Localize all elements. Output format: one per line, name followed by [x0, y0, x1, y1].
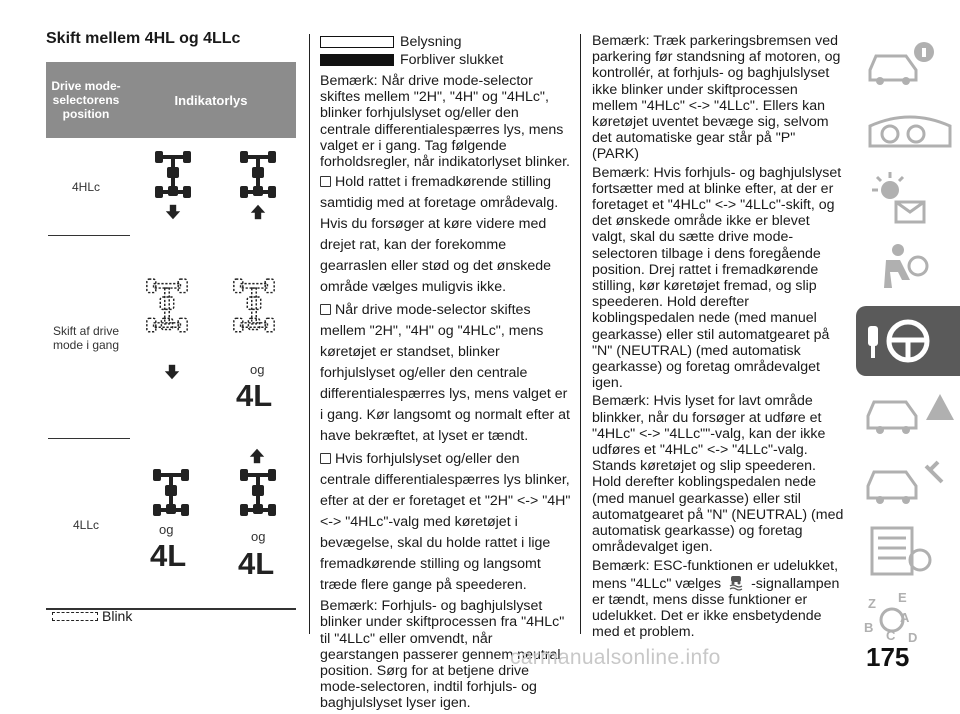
note-paragraph: Bemærk: Forhjuls- og baghjulslyset blinker under skiftprocessen fra "4HLc" til "4LLc" eller omvendt, når gearstangen passerer gennem neutral position. Sørg for at betjene drive mode-selectoren, indtil forhjuls- og baghjulslyset lyser igen. — [320, 598, 565, 712]
bullet-icon — [320, 453, 331, 464]
header-position: Drive mode-selectorens position — [51, 79, 121, 121]
tab-lights[interactable] — [856, 166, 960, 236]
legend-off — [320, 51, 572, 69]
note-paragraph: Bemærk: Træk parkeringsbremsen ved parkering før standsning af motoren, og kontrollér, at forhjuls- og baghjulslyset ikke blinker under skiftprocessen mellem "4HLc" <-> "4LLc". Ellers kan køretøjet uventet bevæge sig, selvom det automatiske gear står på "P" (PARK) — [592, 33, 841, 163]
svg-text:D: D — [908, 630, 918, 645]
og-label: og — [251, 529, 266, 544]
tab-service[interactable] — [856, 446, 960, 516]
specs-list-icon — [856, 516, 960, 586]
blink-label: Blink — [102, 608, 133, 624]
svg-text:A: A — [900, 610, 910, 625]
low-range-4l-icon: 4L — [238, 546, 275, 581]
lights-mail-icon — [856, 166, 960, 236]
note-paragraph: Bemærk: Hvis lyset for lavt område blinkker, når du forsøger at udføre et "4HLc" <-> "4LLc""-valg, kan der ikke udføres et "4HLc" <-> "4LLc"-valg. Stands køretøjet og slip speederen. Hold derefter koblingspedalen nede (med manuel gearkasse) eller stil automatgearet på "N" (NEUTRAL) (med automatisk gearkasse) og foretag områdevalget igen. — [592, 393, 844, 556]
arrow-up-icon — [249, 448, 265, 464]
seat-airbag-icon — [856, 236, 960, 306]
axles-blinking-icon — [144, 278, 190, 334]
blink-swatch — [52, 612, 98, 621]
legend-off-label: Forbliver slukket — [400, 51, 504, 68]
text-column-right — [592, 33, 845, 643]
legend-lit — [320, 33, 572, 51]
watermark: carmanualsonline.info — [510, 646, 721, 669]
bullet-icon — [320, 304, 331, 315]
low-range-4l-icon: 4L — [236, 378, 273, 413]
caution-item — [320, 172, 572, 298]
tab-dashboard[interactable] — [856, 96, 960, 166]
column-separator — [309, 34, 310, 634]
header-indicator: Indikatorlys — [174, 92, 248, 108]
caution-text: Hold rattet i fremadkørende stilling samtidig med at foretage områdevalg. Hvis du forsøger at køre videre med drejet rat, kan der forekomme gearraslen eller stød og det ønskede område vælges muligvis ikke. — [320, 174, 559, 296]
indicator-table — [46, 62, 296, 610]
esc-text-a: Bemærk: ESC-funktionen er udelukket, mens "4LLc" vælges — [592, 557, 839, 592]
caution-text: Når drive mode-selector skiftes mellem "2H", "4H" og "4HLc", mens køretøjet er standset, blinker forhjulslyset og/eller den centrale differentialespærres lys, mens valget er i gang. Kør langsomt og normalt efter at have bekræftet, at lyset er tændt. — [320, 302, 570, 445]
svg-text:C: C — [886, 628, 896, 643]
note-paragraph: Bemærk: Når drive mode-selector skiftes mellem "2H", "4H" og "4HLc", blinker forhjulslyset og/eller den centrale differentialespærres lys, mens valget er i gang. Tag følgende forholdsregler, når indikatorlyset blinker. — [320, 73, 570, 171]
caution-item — [320, 300, 572, 447]
tab-safety[interactable] — [856, 236, 960, 306]
tab-specs[interactable] — [856, 516, 960, 586]
arrow-down-icon — [164, 364, 180, 380]
bullet-icon — [320, 176, 331, 187]
caution-item — [320, 449, 572, 596]
tab-starting-driving[interactable] — [856, 306, 960, 376]
note-paragraph: Bemærk: Hvis forhjuls- og baghjulslyset fortsætter med at blinke efter, at der er foretaget et "4HLc" <-> "4LLc"-skift, og det ønskede område ikke er blevet valgt, skal du sætte drive mode-selectoren tilbage i dens foregående position. Drej rattet i fremadkørende stilling, kør køretøjet fremad, og slip speederen. Hold derefter koblingspedalen nede (med manuel gearkasse) eller stil automatgearet på "N" (NEUTRAL) (med automatisk gearkasse) og foretag områdevalget igen. — [592, 164, 842, 392]
car-service-icon — [856, 446, 960, 516]
text-column-middle — [320, 33, 572, 714]
esc-warning-icon — [728, 574, 744, 590]
row-divider — [48, 235, 130, 236]
front-axle-lit-icon — [153, 150, 193, 200]
row-label-shifting: Skift af drive mode i gang — [52, 324, 120, 352]
warning-car-icon — [856, 376, 960, 446]
blink-legend — [52, 608, 132, 624]
tab-car-info[interactable] — [856, 26, 960, 96]
arrow-up-icon — [250, 204, 266, 220]
off-swatch — [320, 54, 394, 66]
esc-text-b: -signallampen er tændt, mens disse funktioner er udelukket. Det er ikke ensbetydende med et problem. — [592, 575, 840, 641]
dashboard-gauge-icon — [856, 96, 960, 166]
svg-text:B: B — [864, 620, 874, 635]
row-label-4llc: 4LLc — [72, 518, 100, 532]
axles-blinking-icon — [231, 278, 277, 334]
svg-text:Z: Z — [868, 596, 876, 611]
arrow-down-icon — [165, 204, 181, 220]
svg-text:E: E — [898, 590, 907, 605]
note-paragraph — [592, 558, 845, 641]
legend-lit-label: Belysning — [400, 33, 462, 50]
lit-swatch — [320, 36, 394, 48]
row-divider — [48, 438, 130, 439]
table-header — [46, 62, 296, 138]
row-label-4hlc: 4HLc — [71, 180, 100, 194]
section-heading: Skift mellem 4HL og 4LLc — [46, 30, 241, 47]
page-number: 175 — [866, 642, 910, 672]
caution-text: Hvis forhjulslyset og/eller den centrale differentialespærres lys blinker, efter at der er foretaget et "2H" <-> "4H" <-> "4HLc"-valg med køretøjet i bevægelse, skal du holde rattet i lige fremadkørende stilling og langsomt træde flere gange på speederen. — [320, 451, 571, 594]
column-separator — [580, 34, 581, 634]
axles-lit-icon — [151, 468, 191, 518]
steering-key-icon — [856, 306, 960, 376]
car-info-icon — [856, 26, 960, 96]
axles-lit-icon — [238, 468, 278, 518]
og-label: og — [159, 522, 174, 537]
low-range-4l-icon: 4L — [150, 538, 187, 573]
tab-warnings[interactable] — [856, 376, 960, 446]
rear-axle-lit-icon — [238, 150, 278, 200]
og-label: og — [250, 362, 265, 377]
